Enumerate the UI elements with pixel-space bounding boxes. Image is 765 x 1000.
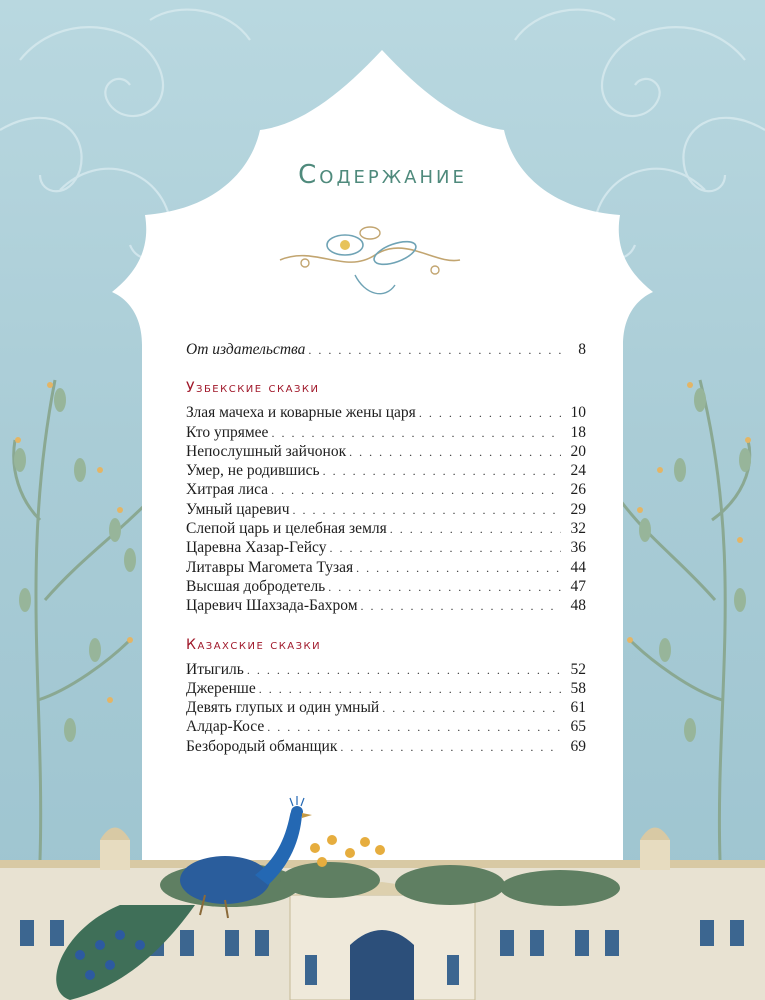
toc-entry-page: 20 xyxy=(570,442,586,460)
toc-entry[interactable] xyxy=(186,577,586,596)
toc-entry-page: 52 xyxy=(570,660,586,678)
toc-entry-page: 24 xyxy=(570,462,586,480)
toc-entry[interactable] xyxy=(186,717,586,736)
dot-leader xyxy=(308,341,561,360)
dot-leader xyxy=(390,520,561,539)
dot-leader xyxy=(267,718,561,737)
table-of-contents xyxy=(186,340,586,756)
toc-entry[interactable] xyxy=(186,538,586,557)
toc-entry[interactable] xyxy=(186,519,586,538)
toc-entry-page: 47 xyxy=(570,577,586,595)
toc-entry-page: 69 xyxy=(570,737,586,755)
tree-right-blossoms xyxy=(617,382,751,643)
toc-entry[interactable] xyxy=(186,558,586,577)
toc-entry-title: Литавры Магомета Тузая xyxy=(186,558,354,576)
section-list-kazakh xyxy=(186,660,586,756)
toc-entry[interactable] xyxy=(186,403,586,422)
toc-entry-page: 65 xyxy=(570,718,586,736)
dot-leader xyxy=(323,462,561,481)
dot-leader xyxy=(259,680,561,699)
toc-entry-title: Джеренше xyxy=(186,679,256,697)
dot-leader xyxy=(271,424,561,443)
dot-leader xyxy=(328,578,561,597)
toc-entry[interactable] xyxy=(186,442,586,461)
toc-entry-title: Алдар-Косе xyxy=(186,718,265,736)
toc-entry[interactable] xyxy=(186,480,586,499)
toc-entry-page: 48 xyxy=(570,597,586,615)
toc-entry-title: Безбородый обманщик xyxy=(186,737,338,755)
dot-leader xyxy=(382,699,561,718)
toc-entry[interactable] xyxy=(186,596,586,615)
toc-entry-title: Высшая добродетель xyxy=(186,577,326,595)
toc-entry-title: Умный царевич xyxy=(186,500,290,518)
toc-entry-title: Царевна Хазар-Гейсу xyxy=(186,539,327,557)
toc-entry[interactable] xyxy=(186,679,586,698)
toc-entry[interactable] xyxy=(186,461,586,480)
toc-entry[interactable] xyxy=(186,423,586,442)
toc-entry-title: Хитрая лиса xyxy=(186,481,269,499)
toc-entry-title: Кто упрямее xyxy=(186,423,269,441)
toc-entry-page: 36 xyxy=(570,539,586,557)
toc-entry[interactable] xyxy=(186,737,586,756)
toc-entry-page: 18 xyxy=(570,423,586,441)
toc-entry-title: Девять глупых и один умный xyxy=(186,699,380,717)
dot-leader xyxy=(329,539,561,558)
toc-entry-page: 58 xyxy=(570,679,586,697)
toc-entry-title: Слепой царь и целебная земля xyxy=(186,520,387,538)
toc-entry-intro[interactable] xyxy=(186,340,586,359)
toc-entry-page: 32 xyxy=(570,520,586,538)
section-title-uzbek: Узбекские сказки xyxy=(186,380,320,397)
section-list-uzbek xyxy=(186,403,586,615)
dot-leader xyxy=(356,559,561,578)
toc-entry[interactable] xyxy=(186,698,586,717)
dot-leader xyxy=(247,661,561,680)
toc-entry-page: 26 xyxy=(570,481,586,499)
toc-entry-page: 44 xyxy=(570,558,586,576)
dot-leader xyxy=(361,597,561,616)
dot-leader xyxy=(419,404,561,423)
tree-left-leaves xyxy=(14,388,136,742)
tree-left xyxy=(14,380,150,860)
toc-entry-page: 29 xyxy=(570,500,586,518)
toc-entry-title: Умер, не родившись xyxy=(186,462,320,480)
toc-entry-title: Непослушный зайчонок xyxy=(186,442,347,460)
toc-entry[interactable] xyxy=(186,660,586,679)
toc-entry-page: 8 xyxy=(578,341,586,358)
section-title-kazakh: Казахские сказки xyxy=(186,636,322,653)
toc-entry-title: От издательства xyxy=(186,341,306,358)
dot-leader xyxy=(271,481,561,500)
dot-leader xyxy=(340,738,561,757)
tree-right xyxy=(620,380,750,860)
toc-entry-page: 10 xyxy=(570,404,586,422)
dot-leader xyxy=(349,443,561,462)
toc-entry-title: Злая мачеха и коварные жены царя xyxy=(186,404,416,422)
toc-entry-page: 61 xyxy=(570,699,586,717)
toc-entry-title: Царевич Шахзада-Бахром xyxy=(186,597,358,615)
toc-entry[interactable] xyxy=(186,500,586,519)
page-title: Содержание xyxy=(298,160,467,190)
dot-leader xyxy=(293,501,561,520)
toc-entry-title: Итыгиль xyxy=(186,660,244,678)
